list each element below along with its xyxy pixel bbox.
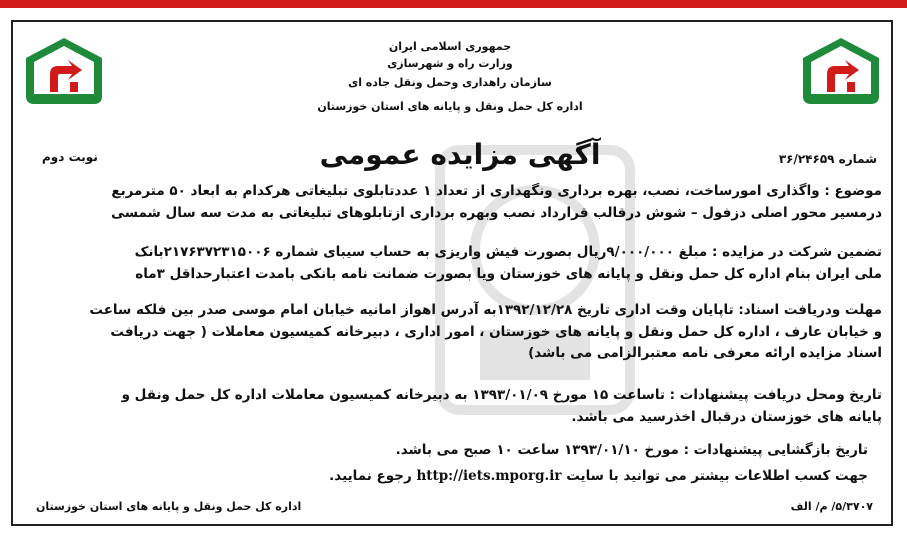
info-prefix: جهت کسب اطلاعات بیشتر می توانید با سایت	[566, 468, 868, 484]
info-paragraph	[24, 466, 882, 488]
subject-line-1: موضوع : واگذاری امورساخت، نصب، بهره برداری ونگهداری از تعداد ۱ عددتابلوی تبلیغاتی هرکدام به ابعاد ۵۰ مترمربع	[111, 183, 882, 199]
header-ministry: وزارت راه و شهرسازی	[387, 57, 513, 70]
deposit-paragraph	[24, 242, 882, 285]
deposit-line-2: ملی ایران بنام اداره کل حمل ونقل و پایانه های خوزستان ویا بصورت ضمانت نامه بانکی بامدت اعتبارحداقل ۳ماه	[135, 265, 882, 282]
deposit-line-1: تضمین شرکت در مزایده : مبلغ ۹/۰۰۰/۰۰۰ریال بصورت فیش واریزی به حساب سیبای شماره ۲۱۷۶۳۷۲۳۱۵۰۰۶بانک	[134, 244, 882, 260]
header-country: جمهوری اسلامی ایران	[388, 40, 512, 53]
header-organization: سازمان راهداری وحمل ونقل جاده ای	[348, 76, 552, 89]
website-link[interactable]: http://iets.mporg.ir	[416, 468, 562, 484]
road-transport-logo-icon	[24, 36, 104, 106]
notice-number: شماره ۳۶/۲۴۶۵۹	[778, 152, 877, 166]
info-suffix: رجوع نمایید.	[329, 468, 412, 484]
top-red-bar	[0, 0, 907, 8]
offers-paragraph	[24, 385, 882, 428]
opening-paragraph	[24, 440, 882, 462]
notice-title: آگهی مزایده عمومی	[319, 138, 601, 171]
subject-line-2: درمسیر محور اصلی دزفول – شوش درقالب قرارداد نصب وبهره برداری ازتابلوهای تبلیغاتی به مدت سه سال شمسی	[111, 204, 882, 221]
documents-line-2: و خیابان عارف ، اداره کل حمل ونقل و پایانه های خوزستان ، امور اداری ، دبیرخانه کمیسیون معاملات ( جهت دریافت	[110, 323, 882, 340]
header-department: اداره کل حمل ونقل و پایانه های استان خوزستان	[317, 100, 583, 113]
offers-line-1: تاریخ ومحل دریافت پیشنهادات : تاساعت ۱۵ مورخ ۱۳۹۳/۰۱/۰۹ به دبیرخانه کمیسیون معاملات اداره کل حمل ونقل و	[121, 387, 882, 403]
offers-line-2: پایانه های خوزستان درقبال اخذرسید می باشد.	[571, 408, 882, 425]
documents-line-3: اسناد مزایده ارائه معرفی نامه معتبرالزامی می باشد)	[528, 345, 882, 361]
footer-organization: اداره کل حمل ونقل و پایانه های استان خوزستان	[36, 500, 302, 513]
subject-paragraph	[24, 181, 882, 224]
documents-paragraph	[24, 300, 882, 365]
notice-round: نوبت دوم	[42, 150, 98, 164]
opening-line: تاریخ بازگشایی پیشنهادات : مورخ ۱۳۹۳/۰۱/۱۰ ساعت ۱۰ صبح می باشد.	[395, 442, 868, 458]
footer-reference: ۵/۳۷۰۷/ م/ الف	[790, 500, 873, 513]
road-transport-logo-icon	[801, 36, 881, 106]
documents-line-1: مهلت ودریافت اسناد: تاپایان وقت اداری تاریخ ۱۳۹۲/۱۲/۲۸به آدرس اهواز امانیه خیابان امام موسی صدر بین فلکه ساعت	[89, 302, 882, 318]
